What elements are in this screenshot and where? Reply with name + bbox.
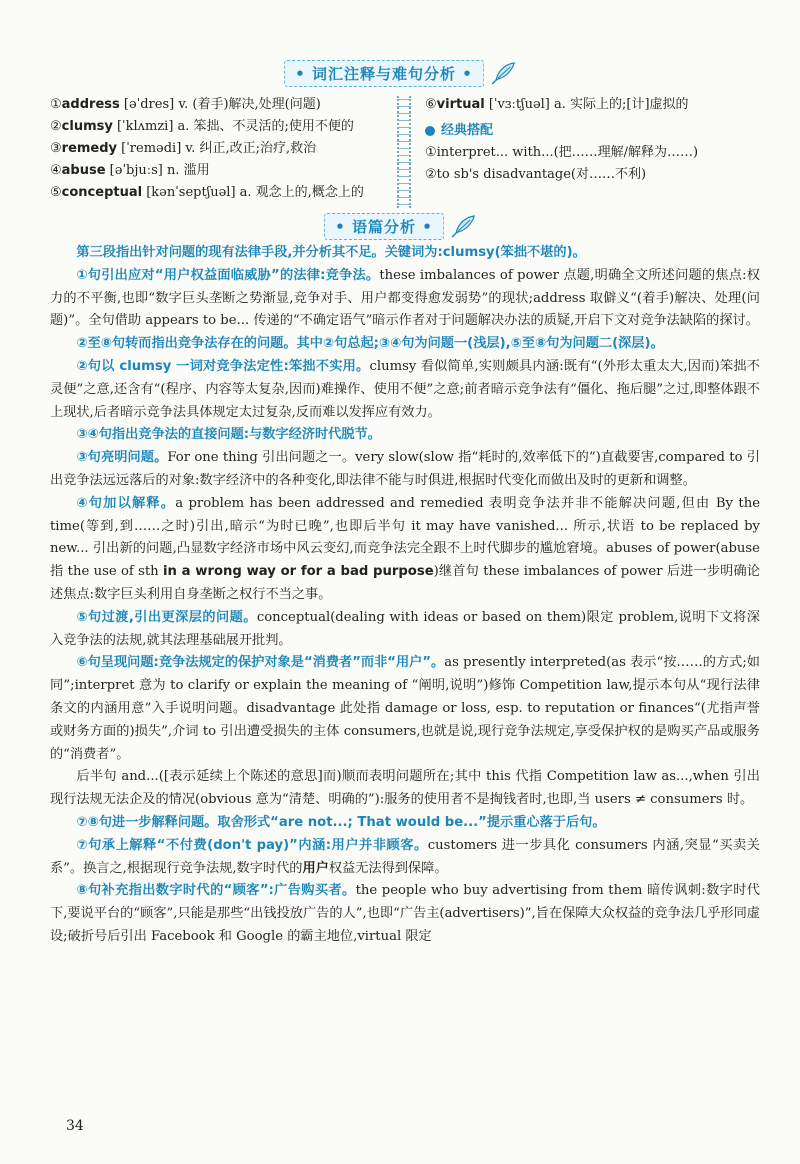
page-number: 34 — [66, 1118, 84, 1134]
analysis-paragraph — [50, 652, 760, 766]
column-divider — [397, 96, 411, 208]
analysis-paragraph — [50, 835, 760, 881]
vocab-section-title-text: 词汇注释与难句分析 — [311, 65, 457, 83]
collocation-heading: 经典搭配 — [425, 120, 775, 142]
text-segment: conceptual(dealing with ideas or based on them)限定 problem,说明下文将深入竞争法的法规,就其法理基础展开批判。 — [50, 609, 760, 648]
analysis-paragraph — [50, 447, 760, 493]
text-segment: ③句亮明问题。 — [76, 450, 168, 466]
text-segment: ⑦句承上解释“不付费(don't pay)”内涵:用户并非顾客。 — [76, 837, 428, 853]
text-segment: 后半句 and...([表示延续上个陈述的意思]而)顺而表明问题所在;其中 this 代指 Competition law as...,when 引出现行法规无法企及的情况(obvious 意为“清楚、明确的”):服务的使用者不是掏钱者时,也即,当 users ≠ consumers 时。 — [50, 769, 760, 808]
text-segment: )继首句 these imbalances of power 后进一步明确论述焦点:数字巨头利用自身垄断之权行不当之事。 — [50, 564, 760, 602]
text-segment: in a wrong way or for a bad purpose — [163, 564, 434, 580]
text-segment: ①句引出应对“用户权益面临威胁”的法律:竞争法。 — [76, 267, 380, 283]
text-analysis-title-text: 语篇分析 — [351, 218, 417, 236]
text-segment: ⑥句呈现问题:竞争法规定的保护对象是“消费者”而非“用户”。 — [76, 655, 445, 671]
vocab-item: ②clumsy [ˈklʌmzi] a. 笨拙、不灵活的;使用不便的 — [50, 119, 354, 134]
text-segment: a problem has been addressed and remedied 表明竞争法并非不能解决问题,但由 By the time(等到,到……之时)引出,暗示“为时已晚”,也即后半句 it may have vanished... 所示,状语 to be replaced by new... 引出新的问题,凸显数字经济市场中风云变幻,而竞争法完全跟不上时代脚步的尴尬窘境。abuses of power(abuse 指 the use of sth — [50, 495, 760, 580]
text-segment: ⑤句过渡,引出更深层的问题。 — [76, 609, 257, 625]
text-segment: as presently interpreted(as 表示“按……的方式;如同”;interpret 意为 to clarify or explain the meaning of “阐明,说明”)修饰 Competition law,提示本句从“现行法律条文的内涵用意”入手说明问题。disadvantage 此处指 damage or loss, esp. to reputation or finances“(尤指声誉或财务方面的)损失”,介词 to 引出遭受损失的主体 consumers,也就是说,现行竞争法规定,享受保护权的是购买产品或服务的“消费者”。 — [50, 655, 760, 762]
text-analysis-banner — [324, 213, 476, 240]
text-segment: customers 进一步具化 consumers 内涵,突显“买卖关系”。换言之,根据现行竞争法规,数字时代的 — [50, 837, 760, 876]
text-segment: ④句加以解释。 — [76, 495, 176, 511]
analysis-subheading — [50, 333, 760, 356]
text-segment: 权益无法得到保障。 — [328, 860, 448, 876]
analysis-paragraph — [50, 880, 760, 948]
bullet-icon — [425, 126, 435, 136]
analysis-paragraph — [50, 265, 760, 333]
vocab-item: ③remedy [ˈremədi] v. 纠正,改正;治疗,救治 — [50, 141, 317, 156]
text-segment: ⑧句补充指出数字时代的“顾客”:广告购买者。 — [76, 883, 356, 899]
text-segment: 第三段指出针对问题的现有法律手段,并分析其不足。关键词为:clumsy(笨拙不堪的)。 — [76, 245, 586, 260]
text-segment: clumsy 看似简单,实则颇具内涵:既有“(外形太重太大,因而)笨拙不灵便”之意,还含有“(程序、内容等太复杂,因而)难操作、使用不便”之意;前者暗示竞争法有“僵化、拖后腿”之过,即整体跟不上现状,后者暗示竞争法具体规定太过复杂,反而难以发挥应有效力。 — [50, 358, 760, 420]
analysis-paragraph — [50, 493, 760, 607]
collocation-item: ②to sb's disadvantage(对……不利) — [425, 167, 647, 182]
analysis-subheading — [50, 424, 760, 447]
text-analysis-title: • 语篇分析 • — [324, 213, 444, 240]
quill-icon — [450, 215, 476, 239]
analysis-subheading — [50, 812, 760, 835]
collocation-item: ①interpret... with...(把……理解/解释为……) — [425, 145, 699, 160]
text-segment: the people who buy advertising from them 暗传讽刺:数字时代下,要说平台的“顾客”,只能是那些“出钱投放广告的人”,也即“广告主(advertisers)”,旨在保障大众权益的竞争法几乎形同虚设;破折号后引出 Facebook 和 Google 的霸主地位,virtual 限定 — [50, 883, 760, 944]
text-segment: For one thing 引出问题之一。very slow(slow 指“耗时的,效率低下的”)直截要害,compared to 引出竞争法远远落后的对象:数字经济中的各种变化,即法律不能与时俱进,根据时代变化而做出及时的更新和调整。 — [50, 450, 760, 488]
analysis-body — [50, 242, 760, 949]
text-segment: ⑦⑧句进一步解释问题。取舍形式“are not...; That would be...”提示重心落于后句。 — [76, 814, 606, 830]
vocab-right-column — [425, 94, 775, 186]
vocab-list — [50, 94, 390, 204]
vocab-item: ⑥virtual [ˈvɜːtʃuəl] a. 实际上的;[计]虚拟的 — [425, 97, 689, 112]
text-segment: ②句以 clumsy 一词对竞争法定性:笨拙不实用。 — [76, 358, 370, 374]
vocab-section-banner — [284, 60, 516, 87]
text-segment: ③④句指出竞争法的直接问题:与数字经济时代脱节。 — [76, 427, 381, 443]
text-segment: these imbalances of power 点题,明确全文所述问题的焦点:权力的不平衡,也即“数字巨头垄断之势渐显,竞争对手、用户都变得愈发弱势”的现状;address 取僻义“(着手)解决、处理(问题)”。全句借助 appears to be... 传递的“不确定语气”暗示作者对于问题解决办法的质疑,开启下文对竞争法缺陷的探讨。 — [50, 267, 760, 329]
analysis-subheading — [50, 242, 760, 265]
text-segment: 用户 — [302, 860, 329, 876]
vocab-item: ④abuse [əˈbjuːs] n. 滥用 — [50, 163, 210, 178]
analysis-paragraph — [50, 766, 760, 812]
vocab-item: ①address [əˈdres] v. (着手)解决,处理(问题) — [50, 97, 321, 112]
text-segment: ②至⑧句转而指出竞争法存在的问题。其中②句总起;③④句为问题一(浅层),⑤至⑧句为问题二(深层)。 — [76, 336, 664, 352]
vocab-section-title: • 词汇注释与难句分析 • — [284, 60, 484, 87]
analysis-paragraph — [50, 356, 760, 424]
vocab-item: ⑤conceptual [kənˈseptʃuəl] a. 观念上的,概念上的 — [50, 185, 364, 200]
analysis-paragraph — [50, 607, 760, 653]
quill-icon — [490, 62, 516, 86]
